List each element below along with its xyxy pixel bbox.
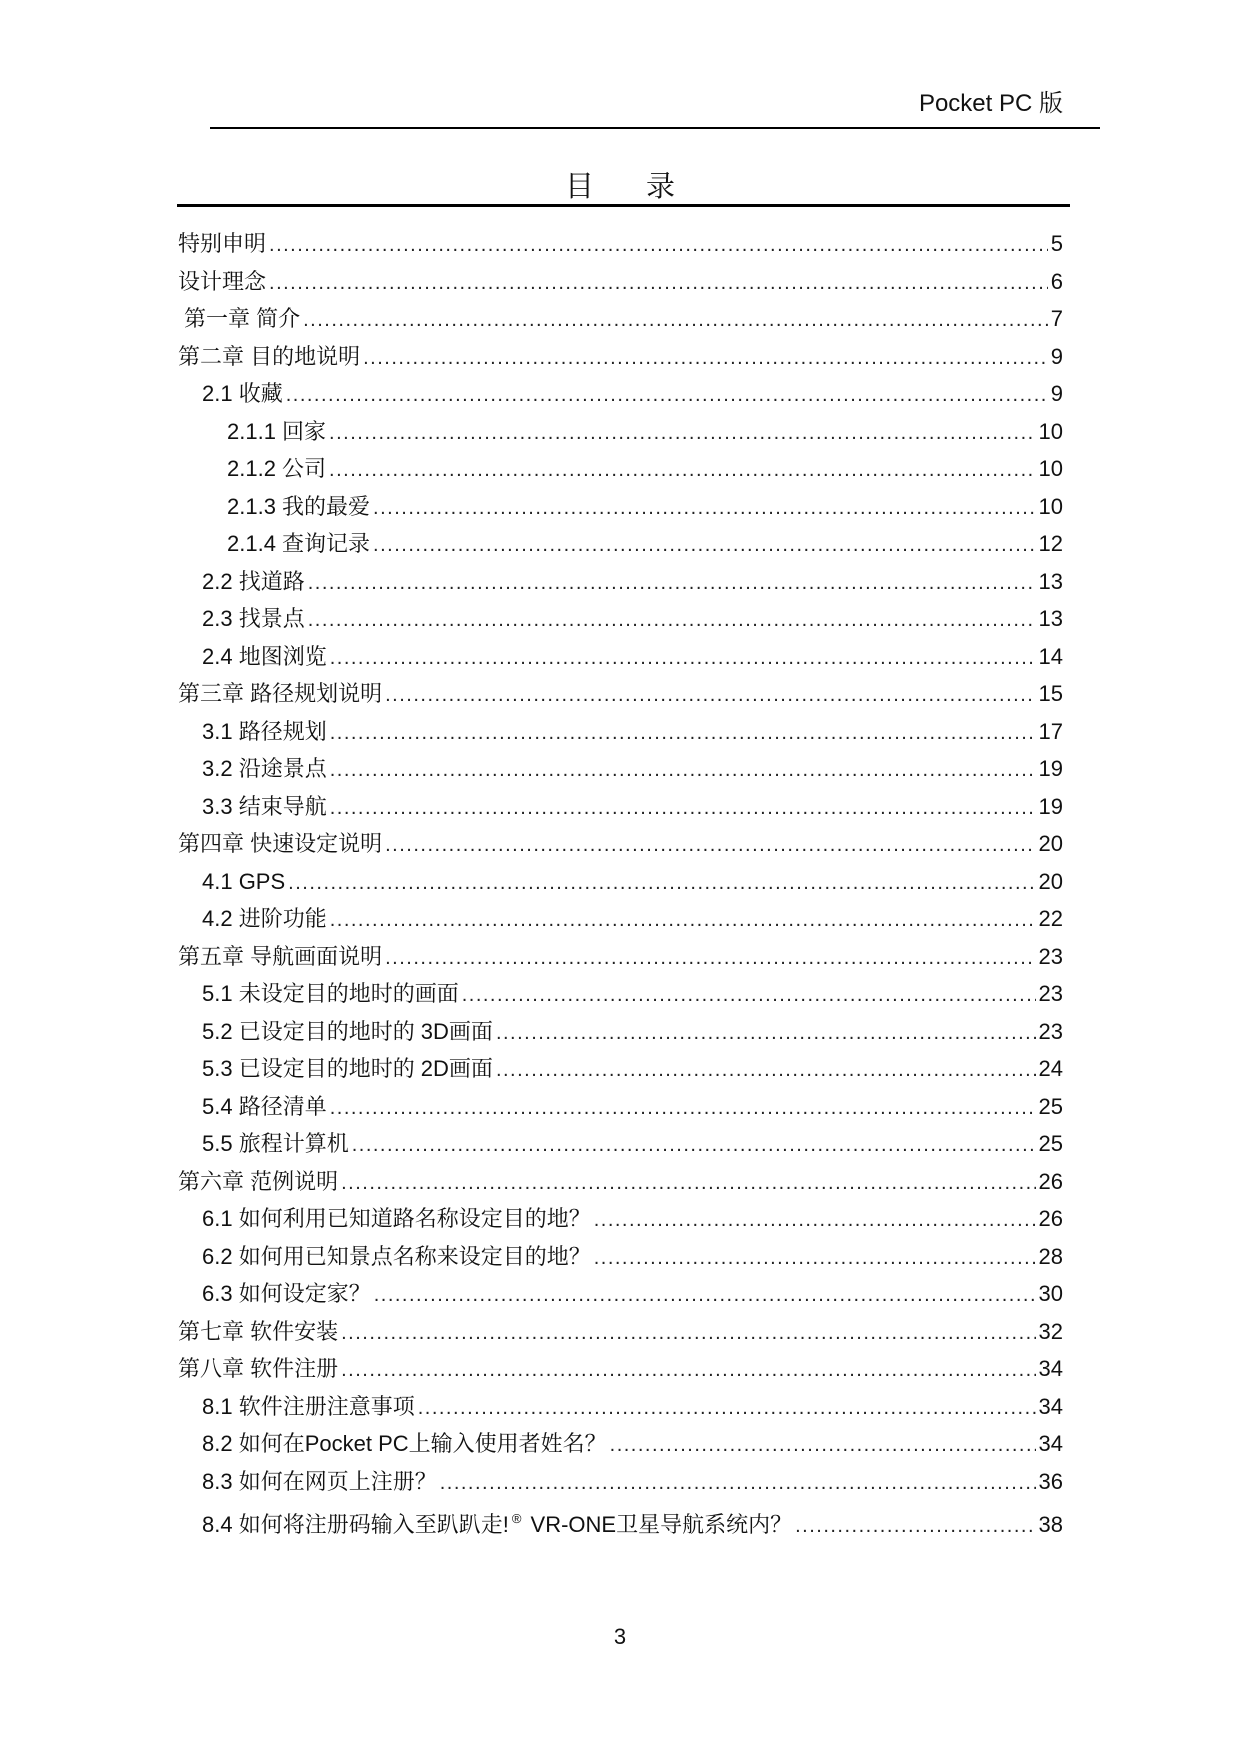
toc-entry[interactable] [178,1313,1063,1351]
toc-entry[interactable] [178,1350,1063,1388]
dot-leader [329,415,1035,453]
dot-leader [330,902,1036,940]
toc-entry-page: 30 [1038,1281,1063,1306]
dot-leader [363,340,1048,378]
toc-entry-page: 9 [1050,343,1063,369]
toc-entry[interactable] [178,375,1063,413]
toc-entry[interactable] [178,675,1063,713]
toc-entry-page: 10 [1038,456,1063,481]
dot-leader [308,602,1036,640]
toc-entry[interactable] [178,1050,1063,1088]
toc-entry-title: 2.1 收藏 [202,381,283,406]
toc-entry-page: 23 [1038,943,1063,969]
toc-entry-label [178,1163,338,1201]
toc-entry-label [202,1275,371,1313]
toc-entry[interactable] [178,300,1063,338]
toc-entry-label [202,375,283,413]
toc-entry[interactable] [178,600,1063,638]
toc-entry-label [178,675,382,713]
toc-entry-title: 2.1.1 回家 [227,418,327,444]
toc-entry-label [202,638,327,676]
toc-entry-label [178,1350,338,1388]
toc-entry-title: 第八章 软件注册 [178,1356,339,1381]
toc-entry-title: 3.2 沿途景点 [202,756,327,781]
dot-leader [330,640,1036,678]
toc-entry-page: 15 [1038,681,1063,706]
toc-entry-page: 28 [1038,1243,1063,1269]
dot-leader [594,1202,1036,1240]
toc-entry-title: 2.4 地图浏览 [202,643,327,669]
dot-leader [496,1052,1036,1090]
dot-leader [594,1240,1036,1278]
dot-leader [341,1165,1035,1203]
toc-entry[interactable] [178,1500,1063,1538]
toc-entry-title-tail: VR-ONE卫星导航系统内？ [524,1512,793,1537]
dot-leader [440,1465,1036,1503]
table-of-contents [178,225,1063,1538]
toc-entry-page: 10 [1038,493,1063,519]
toc-entry-title: 2.1.3 我的最爱 [227,493,371,519]
toc-entry-label [178,263,266,301]
toc-entry-title: 5.1 未设定目的地时的画面 [202,981,459,1006]
toc-entry-label [184,300,300,338]
toc-entry-page: 20 [1038,868,1063,894]
toc-entry-label [202,1013,493,1051]
toc-entry[interactable] [178,1088,1063,1126]
dot-leader [418,1390,1036,1428]
dot-leader [462,977,1036,1015]
toc-entry-page: 24 [1038,1056,1063,1081]
toc-entry[interactable] [178,900,1063,938]
toc-title [0,168,1240,204]
toc-entry-title: 3.1 路径规划 [202,718,327,744]
toc-entry-label [202,1238,591,1276]
toc-entry-title: 8.1 软件注册注意事项 [202,1393,415,1419]
dot-leader [329,452,1035,490]
dot-leader [385,677,1035,715]
toc-entry-title: 第五章 导航画面说明 [178,943,383,969]
toc-entry-title: 设计理念 [178,268,267,294]
dot-leader [341,1315,1035,1353]
dot-leader [373,527,1035,565]
header-rule [210,127,1100,129]
toc-entry-title: 6.1 如何利用已知道路名称设定目的地？ [202,1206,591,1231]
toc-entry[interactable] [178,413,1063,451]
toc-entry[interactable] [178,713,1063,751]
toc-entry-label [227,488,370,526]
toc-entry[interactable] [178,1163,1063,1201]
toc-entry-title: 2.2 找道路 [202,568,305,594]
dot-leader [269,265,1048,303]
toc-entry-title: 第六章 范例说明 [178,1168,339,1194]
toc-entry[interactable] [178,488,1063,526]
toc-entry-page: 36 [1038,1468,1063,1494]
toc-entry-title: 6.2 如何用已知景点名称来设定目的地？ [202,1243,591,1269]
toc-entry[interactable] [178,1275,1063,1313]
toc-entry-label [202,750,327,788]
toc-entry-page: 5 [1050,231,1063,256]
toc-entry-label [202,1388,415,1426]
toc-entry-label [202,1463,437,1501]
toc-entry[interactable] [178,1463,1063,1501]
toc-entry-title: 4.2 进阶功能 [202,906,327,931]
toc-entry[interactable] [178,1238,1063,1276]
dot-leader [288,865,1035,903]
dot-leader [496,1015,1036,1053]
toc-entry[interactable] [178,863,1063,901]
dot-leader [330,790,1036,828]
toc-entry[interactable] [178,525,1063,563]
toc-entry-page: 23 [1038,1018,1063,1044]
toc-entry-title: 8.3 如何在网页上注册？ [202,1468,437,1494]
toc-entry-label [178,825,382,863]
toc-entry-label [202,1425,607,1463]
toc-entry-page: 38 [1038,1512,1063,1537]
dot-leader [385,827,1035,865]
dot-leader [374,1277,1036,1315]
toc-entry-label [202,713,327,751]
toc-entry-page: 7 [1050,306,1063,331]
dot-leader [269,227,1048,265]
toc-entry-title: 5.3 已设定目的地时的 2D画面 [202,1056,493,1081]
toc-entry-title: 2.1.4 查询记录 [227,531,371,556]
toc-entry[interactable] [178,788,1063,826]
dot-leader [330,1090,1036,1128]
toc-entry[interactable] [178,975,1063,1013]
toc-entry-title: 第三章 路径规划说明 [178,681,383,706]
toc-entry-label [227,525,370,563]
toc-entry-page: 9 [1050,381,1063,406]
toc-entry-page: 17 [1038,718,1063,744]
toc-entry[interactable] [178,450,1063,488]
toc-entry-label [202,1500,792,1544]
toc-entry-title: 第一章 简介 [184,306,301,331]
toc-entry[interactable] [178,1388,1063,1426]
toc-entry-label [202,1050,493,1088]
dot-leader [330,715,1036,753]
toc-entry-page: 25 [1038,1131,1063,1156]
toc-entry-label [202,863,285,901]
toc-entry-title: 5.4 路径清单 [202,1093,327,1119]
toc-entry-page: 13 [1038,568,1063,594]
toc-entry[interactable] [178,1125,1063,1163]
dot-leader [373,490,1035,528]
toc-entry-page: 22 [1038,906,1063,931]
toc-entry[interactable] [178,263,1063,301]
toc-entry-page: 14 [1038,643,1063,669]
toc-entry-page: 32 [1038,1318,1063,1344]
toc-entry-label [202,900,327,938]
toc-entry-page: 13 [1038,606,1063,631]
title-rule [177,204,1070,207]
toc-entry[interactable] [178,1013,1063,1051]
toc-entry-title: 4.1 GPS [202,868,286,894]
toc-entry[interactable] [178,638,1063,676]
toc-entry-title: 3.3 结束导航 [202,793,327,819]
toc-entry-page: 6 [1050,268,1063,294]
toc-entry-title: 2.3 找景点 [202,606,305,631]
toc-entry-title: 第四章 快速设定说明 [178,831,383,856]
toc-entry-label [202,1200,591,1238]
toc-entry[interactable] [178,338,1063,376]
dot-leader [341,1352,1035,1390]
toc-entry[interactable] [178,1200,1063,1238]
toc-entry-title: 5.2 已设定目的地时的 3D画面 [202,1018,493,1044]
dot-leader [610,1427,1036,1465]
dot-leader [795,1508,1035,1546]
toc-entry-title: 特别申明 [178,231,267,256]
toc-entry-title: 5.5 旅程计算机 [202,1131,349,1156]
toc-entry-page: 25 [1038,1093,1063,1119]
toc-entry-label [227,450,326,488]
toc-entry-label [202,600,305,638]
toc-entry-page: 34 [1038,1431,1063,1456]
toc-entry-page: 12 [1038,531,1063,556]
dot-leader [286,377,1048,415]
toc-entry[interactable] [178,225,1063,263]
toc-entry-page: 23 [1038,981,1063,1006]
dot-leader [330,752,1036,790]
toc-entry-label [202,563,305,601]
toc-entry[interactable] [178,825,1063,863]
toc-title-char-2: 录 [646,169,676,203]
running-header: Pocket PC 版 [918,90,1063,117]
toc-entry[interactable] [178,750,1063,788]
toc-entry-label [178,338,360,376]
toc-entry-page: 26 [1038,1206,1063,1231]
toc-entry-label [202,1125,349,1163]
toc-entry-title: 8.2 如何在Pocket PC上输入使用者姓名？ [202,1431,607,1456]
toc-entry-label [202,1088,327,1126]
toc-entry-page: 19 [1038,756,1063,781]
dot-leader [385,940,1035,978]
toc-entry-page: 20 [1038,831,1063,856]
toc-entry[interactable] [178,1425,1063,1463]
toc-entry-page: 10 [1038,418,1063,444]
toc-entry-page: 34 [1038,1393,1063,1419]
toc-entry-title: 2.1.2 公司 [227,456,327,481]
toc-entry-label [178,1313,338,1351]
dot-leader [303,302,1048,340]
toc-entry-label [202,788,327,826]
toc-entry-title: 第二章 目的地说明 [178,343,361,369]
toc-entry-label [227,413,326,451]
toc-entry-label [178,225,266,263]
toc-entry-label [178,938,382,976]
registered-mark: ® [511,1511,522,1526]
toc-entry-title: 第七章 软件安装 [178,1318,339,1344]
dot-leader [352,1127,1036,1165]
toc-entry-page: 34 [1038,1356,1063,1381]
toc-entry[interactable] [178,938,1063,976]
toc-entry[interactable] [178,563,1063,601]
toc-entry-label [202,975,459,1013]
toc-entry-title: 6.3 如何设定家？ [202,1281,371,1306]
toc-title-char-1: 目 [564,169,594,203]
dot-leader [308,565,1036,603]
page-number: 3 [613,1624,627,1649]
toc-entry-title: 8.4 如何将注册码输入至趴趴走! [202,1512,509,1537]
toc-entry-page: 19 [1038,793,1063,819]
toc-entry-page: 26 [1038,1168,1063,1194]
